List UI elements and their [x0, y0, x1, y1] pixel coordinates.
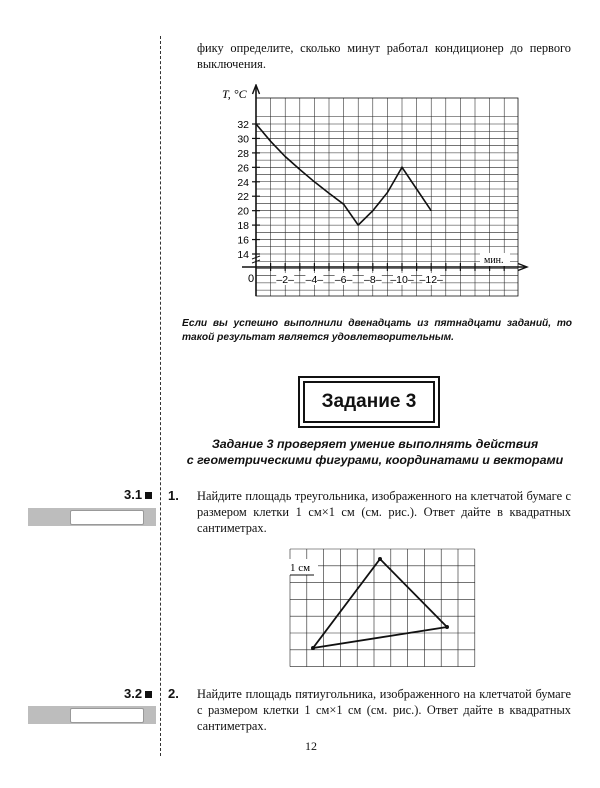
y-tick-label: 24 — [237, 176, 249, 189]
y-tick-label: 22 — [237, 191, 249, 204]
y-tick-label: 32 — [237, 119, 249, 131]
x-tick-label: –10– — [390, 274, 414, 286]
margin-cut-line — [160, 36, 161, 756]
temperature-chart — [212, 84, 532, 302]
y-tick-label: 16 — [237, 234, 249, 247]
x-axis-label: мин. — [484, 255, 504, 266]
result-note: Если вы успешно выполнили двенадцать из пятнадцати заданий, то такой результат является удовлетворительным. — [182, 318, 572, 343]
y-tick-label: 26 — [237, 162, 249, 175]
answer-field-3-1[interactable] — [70, 510, 144, 525]
y-tick-label: 18 — [237, 220, 249, 233]
triangle-vertex — [445, 625, 449, 629]
intro-paragraph: фику определите, сколько минут работал кондиционер до первого выключения. — [197, 41, 571, 71]
section-description — [170, 436, 580, 468]
task-1-number: 1. — [168, 488, 179, 503]
section-title-box — [303, 381, 435, 423]
section-title: Задание 3 — [321, 391, 417, 412]
triangle-shape — [313, 559, 447, 648]
x-tick-label: –6– — [334, 274, 353, 286]
label-square-icon — [145, 492, 152, 499]
y-tick-label: 30 — [237, 133, 249, 146]
answer-field-3-2[interactable] — [70, 708, 144, 723]
origin-label: 0 — [248, 273, 255, 285]
y-tick-label: 14 — [237, 249, 249, 261]
triangle-vertex — [311, 646, 315, 650]
x-tick-label: –2– — [276, 274, 294, 286]
triangle-figure — [276, 545, 476, 670]
task-1-text: Найдите площадь треугольника, изображенного на клетчатой бумаге с размером клетки 1 см×1 см (см. рис.). Ответ дайте в квадратных сантиметрах. — [197, 489, 571, 535]
task-3-2-label: 3.2 — [124, 686, 152, 701]
y-tick-label: 28 — [237, 147, 249, 160]
task-2-number: 2. — [168, 686, 179, 701]
label-square-icon — [145, 691, 152, 698]
section-description-line-1: Задание 3 проверяет умение выполнять действия — [211, 437, 539, 451]
x-tick-label: –8– — [364, 274, 382, 286]
task-2-text: Найдите площадь пятиугольника, изображенного на клетчатой бумаге с размером клетки 1 см×1 см (см. рис.). Ответ дайте в квадратных сантиметрах. — [197, 687, 571, 733]
x-tick-label: –4– — [305, 274, 324, 286]
y-axis-label: T, °C — [222, 87, 247, 101]
x-tick-label: –12– — [419, 274, 443, 286]
triangle-vertex — [378, 557, 382, 561]
task-3-1-label: 3.1 — [124, 487, 152, 502]
section-description-line-2: с геометрическими фигурами, координатами и векторами — [186, 453, 564, 467]
page-number: 12 — [305, 739, 317, 753]
scale-label: 1 см — [290, 562, 311, 574]
y-tick-label: 20 — [237, 205, 249, 218]
